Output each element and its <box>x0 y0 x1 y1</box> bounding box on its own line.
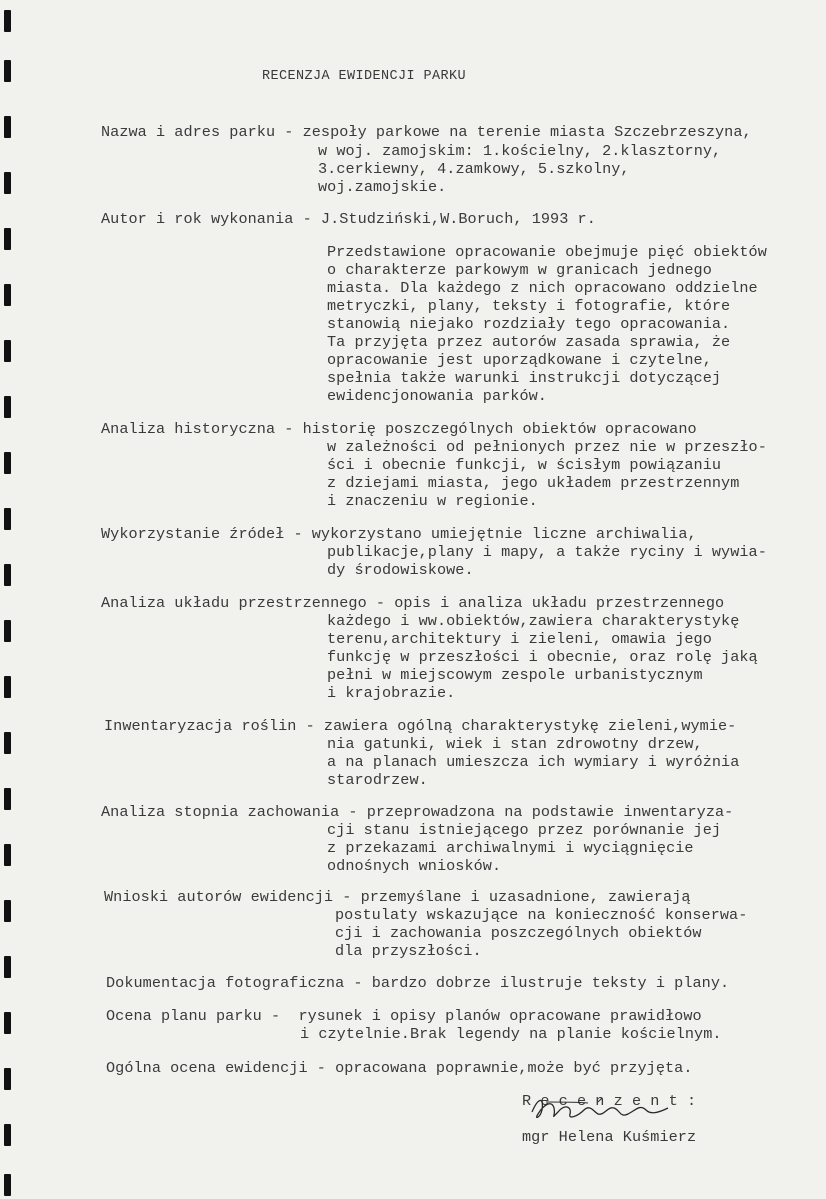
binding-mark <box>4 172 11 194</box>
text-line: spełnia także warunki instrukcji dotyczącej <box>327 369 722 387</box>
binding-mark <box>4 340 11 362</box>
binding-mark <box>4 956 11 978</box>
text-line: o charakterze parkowym w granicach jednego <box>327 261 712 279</box>
text-line: terenu,architektury i zieleni, omawia jego <box>327 630 712 648</box>
text-line: funkcję w przeszłości i obecnie, oraz rolę jaką <box>327 648 758 666</box>
handwritten-signature <box>528 1090 678 1126</box>
binding-mark <box>4 284 11 306</box>
document-title: RECENZJA EWIDENCJI PARKU <box>262 69 467 84</box>
text-line: w zależności od pełnionych przez nie w przeszło- <box>327 438 767 456</box>
text-line: publikacje,plany i mapy, a także ryciny i wywia- <box>327 543 767 561</box>
text-line: z przekazami archiwalnymi i wyciągnięcie <box>327 839 694 857</box>
text-line: dla przyszłości. <box>335 942 482 960</box>
text-line: a na planach umieszcza ich wymiary i wyróżnia <box>327 753 740 771</box>
text-line: Ogólna ocena ewidencji - opracowana poprawnie,może być przyjęta. <box>106 1059 693 1077</box>
text-line: stanowią niejako rozdziały tego opracowania. <box>327 315 731 333</box>
binding-mark <box>4 1012 11 1034</box>
text-line: Dokumentacja fotograficzna - bardzo dobrze ilustruje teksty i plany. <box>106 974 730 992</box>
binding-mark <box>4 396 11 418</box>
binding-mark <box>4 900 11 922</box>
binding-mark <box>4 1174 11 1196</box>
text-line: w woj. zamojskim: 1.kościelny, 2.klasztorny, <box>318 142 722 160</box>
text-line: dy środowiskowe. <box>327 561 474 579</box>
binding-mark <box>4 676 11 698</box>
text-line: Autor i rok wykonania - J.Studziński,W.Boruch, 1993 r. <box>101 210 596 228</box>
binding-mark <box>4 228 11 250</box>
text-line: pełni w miejscowym zespole urbanistycznym <box>327 666 703 684</box>
reviewer-name: mgr Helena Kuśmierz <box>522 1128 697 1146</box>
text-line: Nazwa i adres parku - zespoły parkowe na terenie miasta Szczebrzeszyna, <box>101 123 752 141</box>
text-line: cji i zachowania poszczególnych obiektów <box>335 924 702 942</box>
text-line: Przedstawione opracowanie obejmuje pięć obiektów <box>327 243 767 261</box>
text-line: cji stanu istniejącego przez porównanie jej <box>327 821 722 839</box>
binding-mark <box>4 116 11 138</box>
text-line: i krajobrazie. <box>327 684 456 702</box>
text-line: nia gatunki, wiek i stan zdrowotny drzew, <box>327 735 703 753</box>
text-line: Wnioski autorów ewidencji - przemyślane i uzasadnione, zawierają <box>104 888 691 906</box>
text-line: Inwentaryzacja roślin - zawiera ogólną charakterystykę zieleni,wymie- <box>104 717 737 735</box>
text-line: Ta przyjęta przez autorów zasada sprawia, że <box>327 333 731 351</box>
text-line: i znaczeniu w regionie. <box>327 492 538 510</box>
text-line: każdego i ww.obiektów,zawiera charakterystykę <box>327 612 740 630</box>
text-line: starodrzew. <box>327 771 428 789</box>
binding-mark <box>4 732 11 754</box>
binding-mark <box>4 452 11 474</box>
text-line: Wykorzystanie źródeł - wykorzystano umiejętnie liczne archiwalia, <box>101 525 697 543</box>
text-line: Analiza układu przestrzennego - opis i analiza układu przestrzennego <box>101 594 725 612</box>
binding-mark <box>4 844 11 866</box>
text-line: Ocena planu parku - rysunek i opisy planów opracowane prawidłowo <box>106 1007 702 1025</box>
text-line: Analiza stopnia zachowania - przeprowadzona na podstawie inwentaryza- <box>101 803 734 821</box>
text-line: 3.cerkiewny, 4.zamkowy, 5.szkolny, <box>318 160 630 178</box>
reviewer-label: R e c e n z e n t : <box>522 1092 697 1110</box>
text-line: ści i obecnie funkcji, w ścisłym powiązaniu <box>327 456 722 474</box>
text-line: metryczki, plany, teksty i fotografie, które <box>327 297 731 315</box>
text-line: opracowanie jest uporządkowane i czytelne, <box>327 351 712 369</box>
text-line: woj.zamojskie. <box>318 178 447 196</box>
text-line: miasta. Dla każdego z nich opracowano oddzielne <box>327 279 758 297</box>
binding-mark <box>4 1068 11 1090</box>
text-line: z dziejami miasta, jego układem przestrzennym <box>327 474 740 492</box>
text-line: ewidencjonowania parków. <box>327 387 547 405</box>
text-line: odnośnych wniosków. <box>327 857 502 875</box>
binding-mark <box>4 620 11 642</box>
binding-mark <box>4 788 11 810</box>
binding-mark <box>4 564 11 586</box>
binding-mark <box>4 508 11 530</box>
binding-mark <box>4 60 11 82</box>
binding-mark <box>4 1124 11 1146</box>
binding-mark <box>4 10 11 32</box>
text-line: Analiza historyczna - historię poszczególnych obiektów opracowano <box>101 420 697 438</box>
text-line: postulaty wskazujące na konieczność konserwa- <box>335 906 748 924</box>
text-line: i czytelnie.Brak legendy na planie kościelnym. <box>300 1025 722 1043</box>
